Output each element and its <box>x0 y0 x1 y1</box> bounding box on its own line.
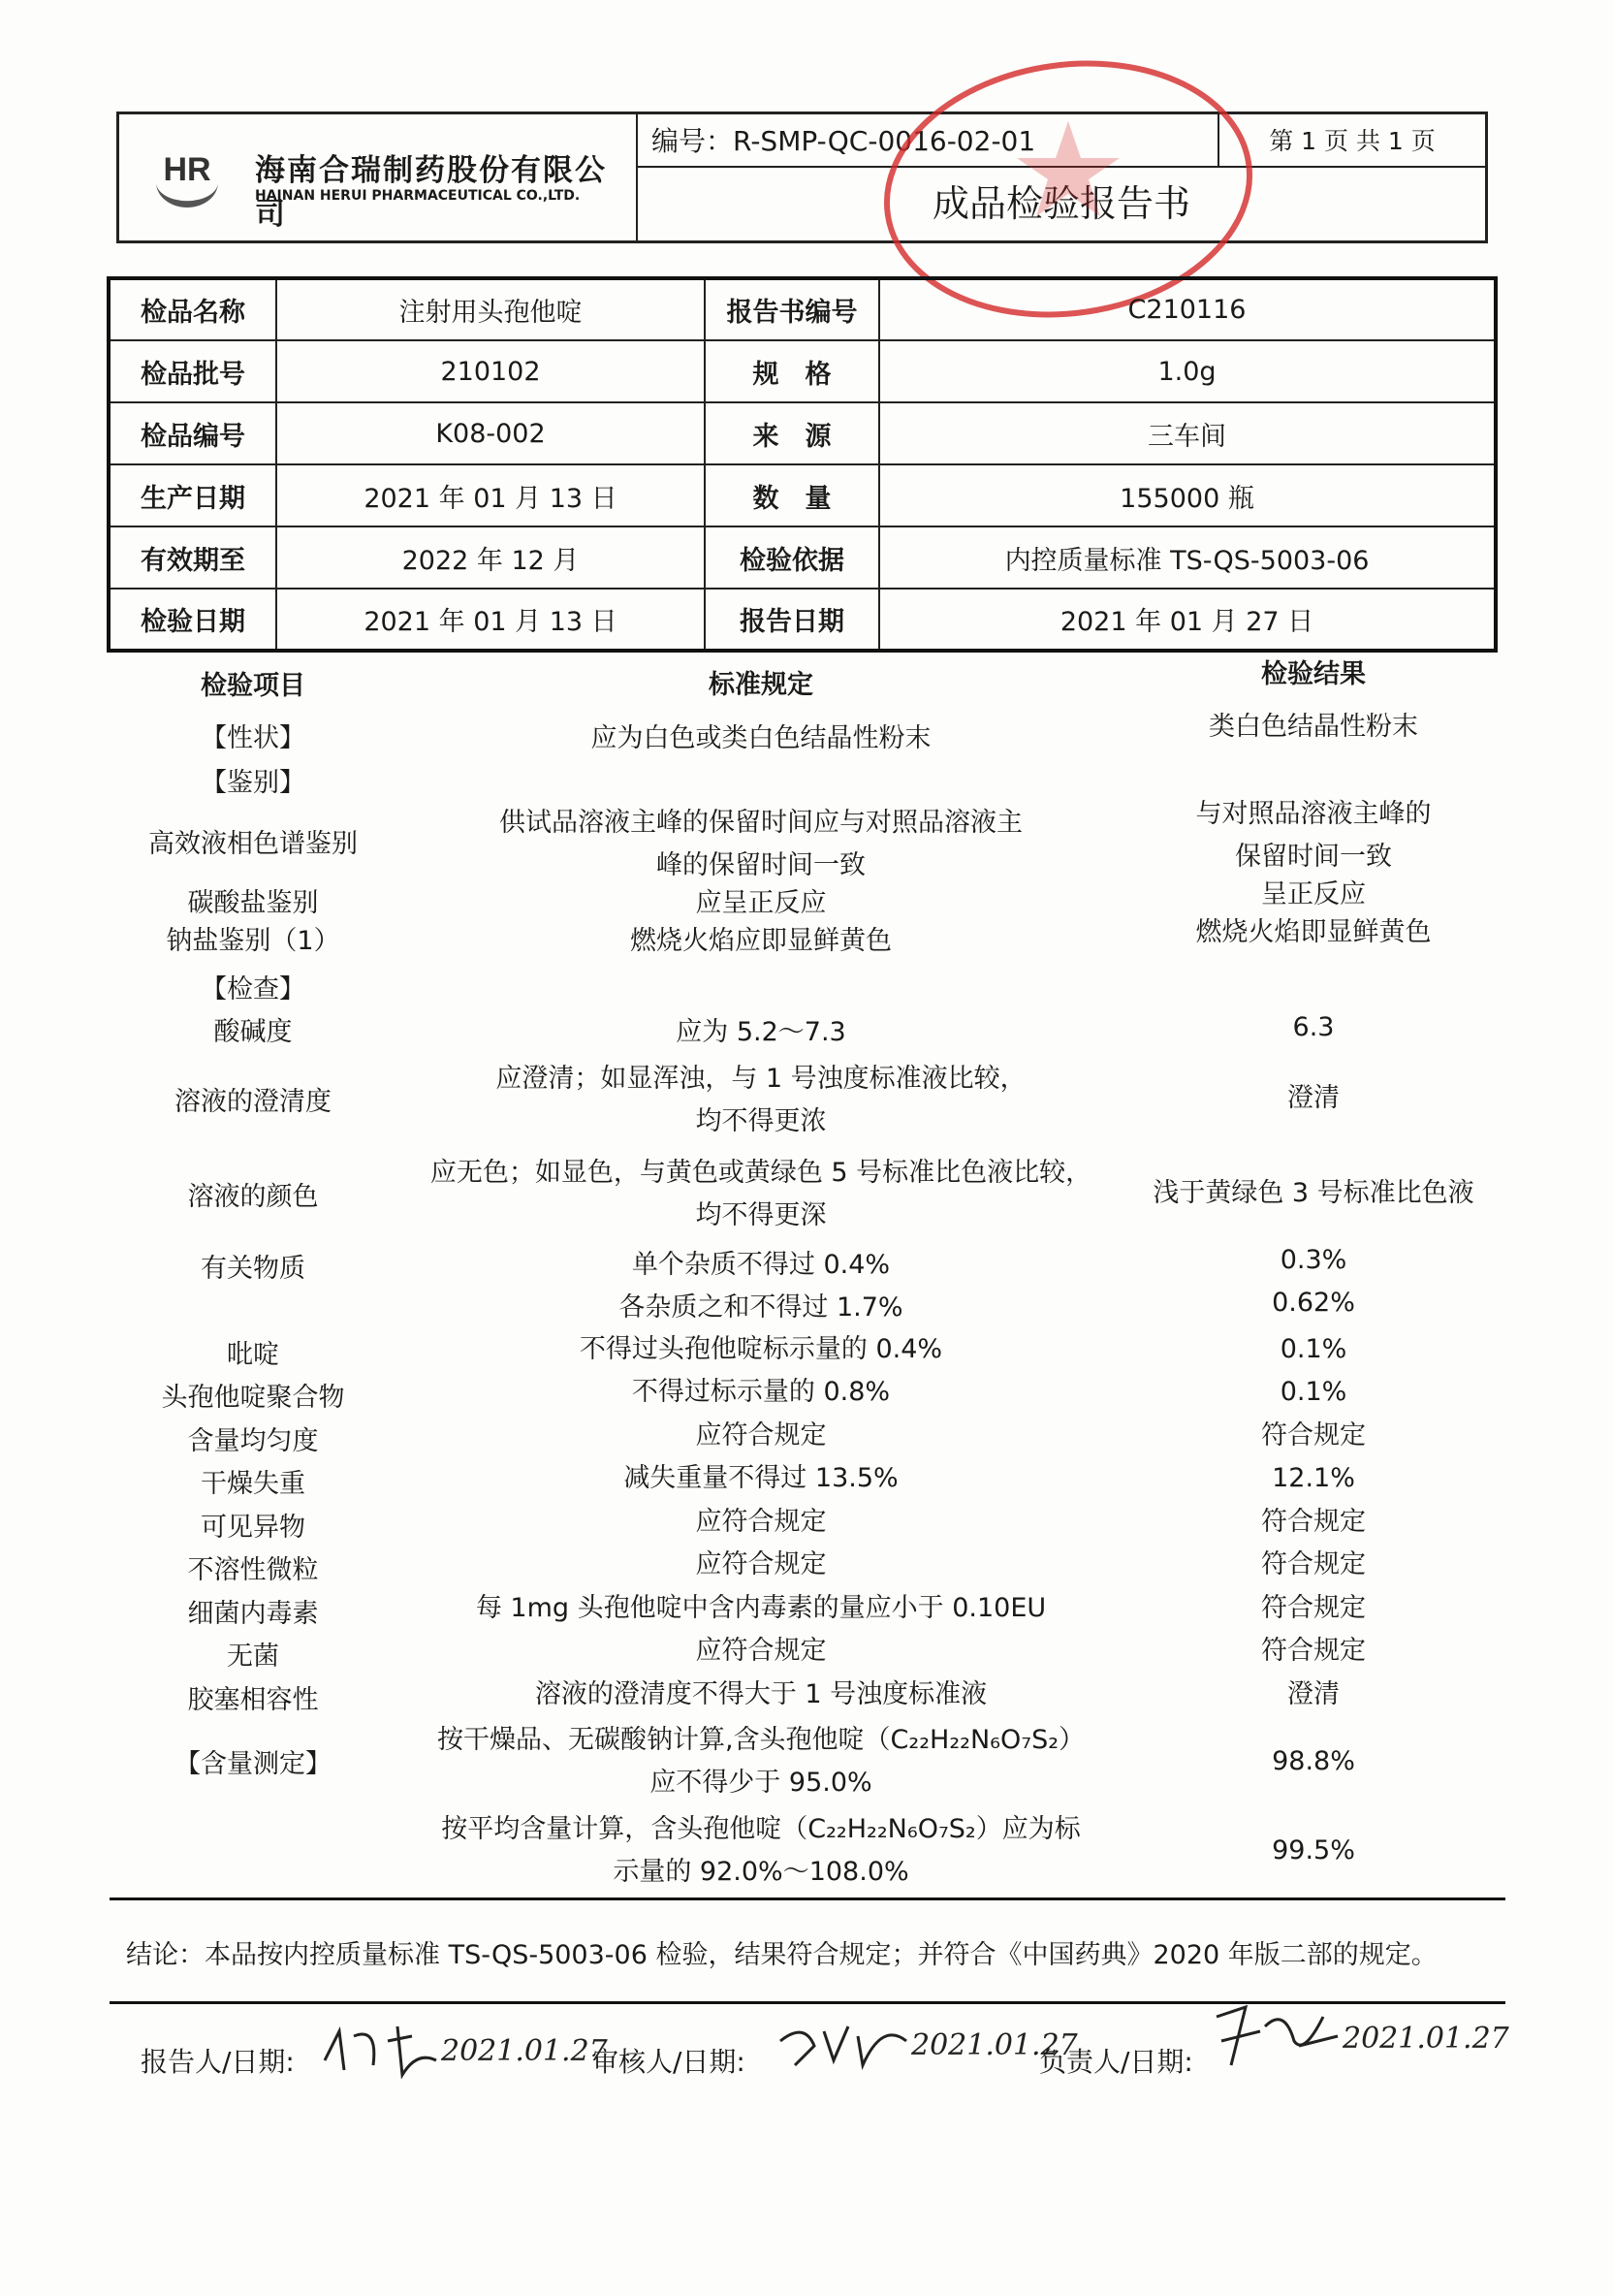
info-value: K08-002 <box>276 402 705 464</box>
test-standard: 应澄清；如显浑浊，与 1 号浊度标准液比较， <box>495 1064 1027 1094</box>
info-value: 2022 年 12 月 <box>276 526 705 589</box>
approver-date: 2021.01.27 <box>1343 2022 1509 2056</box>
reporter-signature <box>320 2022 446 2080</box>
test-standard: 应无色；如显色，与黄色或黄绿色 5 号标准比色液比较， <box>429 1158 1092 1188</box>
company-name-cn: 海南合瑞制药股份有限公司 <box>255 153 607 232</box>
test-standard: 单个杂质不得过 0.4% <box>631 1250 891 1280</box>
info-label: 来 源 <box>705 402 879 464</box>
test-result: 0.1% <box>1280 1334 1347 1364</box>
test-item: 胶塞相容性 <box>187 1685 319 1715</box>
test-item: 【含量测定】 <box>174 1749 332 1779</box>
info-value: 155000 瓶 <box>879 464 1496 526</box>
page-indicator: 第 1 页 共 1 页 <box>1219 114 1485 168</box>
info-label: 报告日期 <box>705 589 879 651</box>
info-row <box>109 526 1496 589</box>
test-result: 0.3% <box>1280 1245 1347 1275</box>
test-item: 细菌内毒素 <box>187 1599 319 1629</box>
test-standard: 不得过头孢他啶标示量的 0.4% <box>579 1334 943 1364</box>
info-label: 检验日期 <box>109 589 276 651</box>
test-standard: 供试品溶液主峰的保留时间应与对照品溶液主 <box>499 808 1023 838</box>
test-standard: 按干燥品、无碳酸钠计算,含头孢他啶（C₂₂H₂₂N₆O₇S₂） <box>436 1725 1086 1755</box>
info-label: 检品批号 <box>109 340 276 402</box>
test-result: 保留时间一致 <box>1235 842 1392 872</box>
test-standard: 应符合规定 <box>695 1549 827 1579</box>
document-title: 成品检验报告书 <box>932 182 1190 225</box>
reviewer-signature <box>775 2017 911 2075</box>
info-value: 2021 年 01 月 27 日 <box>879 589 1496 651</box>
test-item: 【性状】 <box>201 723 305 753</box>
info-label: 检品名称 <box>109 278 276 340</box>
test-standard: 均不得更浓 <box>695 1106 827 1136</box>
test-item: 吡啶 <box>227 1340 279 1370</box>
info-row <box>109 340 1496 402</box>
company-name-en: HAINAN HERUI PHARMACEUTICAL CO.,LTD. <box>255 188 581 204</box>
test-standard: 溶液的澄清度不得大于 1 号浊度标准液 <box>534 1679 988 1709</box>
test-standard: 应符合规定 <box>695 1636 827 1666</box>
test-item: 【鉴别】 <box>201 768 305 798</box>
test-item: 碳酸盐鉴别 <box>187 888 319 918</box>
test-standard: 峰的保留时间一致 <box>656 850 866 880</box>
info-label: 有效期至 <box>109 526 276 589</box>
test-item: 钠盐鉴别（1） <box>166 926 340 956</box>
info-value: 1.0g <box>879 340 1496 402</box>
test-item: 酸碱度 <box>213 1017 293 1047</box>
test-result: 澄清 <box>1287 1083 1340 1113</box>
document-number: 编号：R-SMP-QC-0016-02-01 <box>638 114 1219 168</box>
conclusion-text: 结论：本品按内控质量标准 TS-QS-5003-06 检验，结果符合规定；并符合《中国药典》2020 年版二部的规定。 <box>126 1940 1438 1970</box>
divider <box>110 1897 1505 1900</box>
test-result: 0.62% <box>1272 1288 1355 1318</box>
reviewer-date: 2021.01.27 <box>911 2028 1078 2062</box>
test-standard: 应符合规定 <box>695 1507 827 1537</box>
company-logo-icon <box>148 144 226 211</box>
document-header <box>116 112 1488 243</box>
test-item: 无菌 <box>227 1642 279 1672</box>
column-header-standard: 标准规定 <box>709 670 813 700</box>
product-info-table <box>107 276 1498 653</box>
test-item: 有关物质 <box>201 1254 305 1284</box>
info-value: 210102 <box>276 340 705 402</box>
test-result: 符合规定 <box>1261 1420 1366 1451</box>
approver-signature <box>1207 1997 1343 2075</box>
info-value: 2021 年 01 月 13 日 <box>276 464 705 526</box>
reporter-label: 报告人/日期: <box>141 2046 295 2078</box>
test-standard: 应不得少于 95.0% <box>649 1768 872 1798</box>
test-result: 0.1% <box>1280 1377 1347 1407</box>
test-standard: 每 1mg 头孢他啶中含内毒素的量应小于 0.10EU <box>475 1593 1047 1623</box>
test-item: 【检查】 <box>201 974 305 1004</box>
info-value: 注射用头孢他啶 <box>276 278 705 340</box>
info-row <box>109 464 1496 526</box>
company-logo-block <box>119 114 638 240</box>
info-row <box>109 278 1496 340</box>
test-item: 高效液相色谱鉴别 <box>148 829 358 859</box>
test-standard: 减失重量不得过 13.5% <box>623 1463 899 1493</box>
test-result: 99.5% <box>1272 1835 1355 1866</box>
test-result: 6.3 <box>1292 1012 1335 1042</box>
info-value: C210116 <box>879 278 1496 340</box>
info-row <box>109 402 1496 464</box>
test-result: 与对照品溶液主峰的 <box>1195 799 1432 829</box>
test-standard: 燃烧火焰应即显鲜黄色 <box>630 926 892 956</box>
column-header-result: 检验结果 <box>1261 659 1366 689</box>
test-standard: 不得过标示量的 0.8% <box>631 1377 891 1407</box>
test-standard: 应为 5.2～7.3 <box>676 1017 846 1047</box>
test-item: 头孢他啶聚合物 <box>161 1383 345 1413</box>
test-result: 燃烧火焰即显鲜黄色 <box>1195 917 1432 947</box>
test-item: 含量均匀度 <box>187 1426 319 1456</box>
reporter-date: 2021.01.27 <box>441 2034 608 2068</box>
svg-text:HR: HR <box>163 151 211 188</box>
test-result: 符合规定 <box>1261 1549 1366 1579</box>
reviewer-label: 审核人/日期: <box>591 2046 745 2078</box>
test-item: 溶液的颜色 <box>187 1182 319 1212</box>
test-standard: 应为白色或类白色结晶性粉末 <box>590 723 932 753</box>
info-label: 检品编号 <box>109 402 276 464</box>
info-label: 检验依据 <box>705 526 879 589</box>
test-standard: 应符合规定 <box>695 1420 827 1451</box>
info-value: 2021 年 01 月 13 日 <box>276 589 705 651</box>
info-label: 报告书编号 <box>705 278 879 340</box>
test-result: 12.1% <box>1272 1463 1355 1493</box>
info-row <box>109 589 1496 651</box>
test-standard: 按平均含量计算，含头孢他啶（C₂₂H₂₂N₆O₇S₂）应为标 <box>441 1814 1081 1844</box>
test-result: 浅于黄绿色 3 号标准比色液 <box>1153 1178 1474 1208</box>
test-result: 呈正反应 <box>1261 879 1366 909</box>
test-result: 符合规定 <box>1261 1636 1366 1666</box>
test-result: 符合规定 <box>1261 1507 1366 1537</box>
test-standard: 均不得更深 <box>695 1200 827 1230</box>
test-item: 可见异物 <box>201 1513 305 1543</box>
info-label: 生产日期 <box>109 464 276 526</box>
test-item: 溶液的澄清度 <box>174 1087 332 1117</box>
column-header-item: 检验项目 <box>201 671 305 701</box>
test-item: 不溶性微粒 <box>187 1555 319 1585</box>
test-result: 澄清 <box>1287 1679 1340 1709</box>
test-item: 干燥失重 <box>201 1469 305 1499</box>
info-value: 三车间 <box>879 402 1496 464</box>
test-standard: 示量的 92.0%～108.0% <box>613 1857 909 1887</box>
info-label: 规 格 <box>705 340 879 402</box>
test-standard: 应呈正反应 <box>695 888 827 918</box>
test-result: 98.8% <box>1272 1746 1355 1776</box>
test-result: 符合规定 <box>1261 1593 1366 1623</box>
test-result: 类白色结晶性粉末 <box>1209 712 1418 742</box>
test-standard: 各杂质之和不得过 1.7% <box>618 1292 903 1323</box>
info-value: 内控质量标准 TS-QS-5003-06 <box>879 526 1496 589</box>
info-label: 数 量 <box>705 464 879 526</box>
approver-label: 负责人/日期: <box>1039 2046 1193 2078</box>
